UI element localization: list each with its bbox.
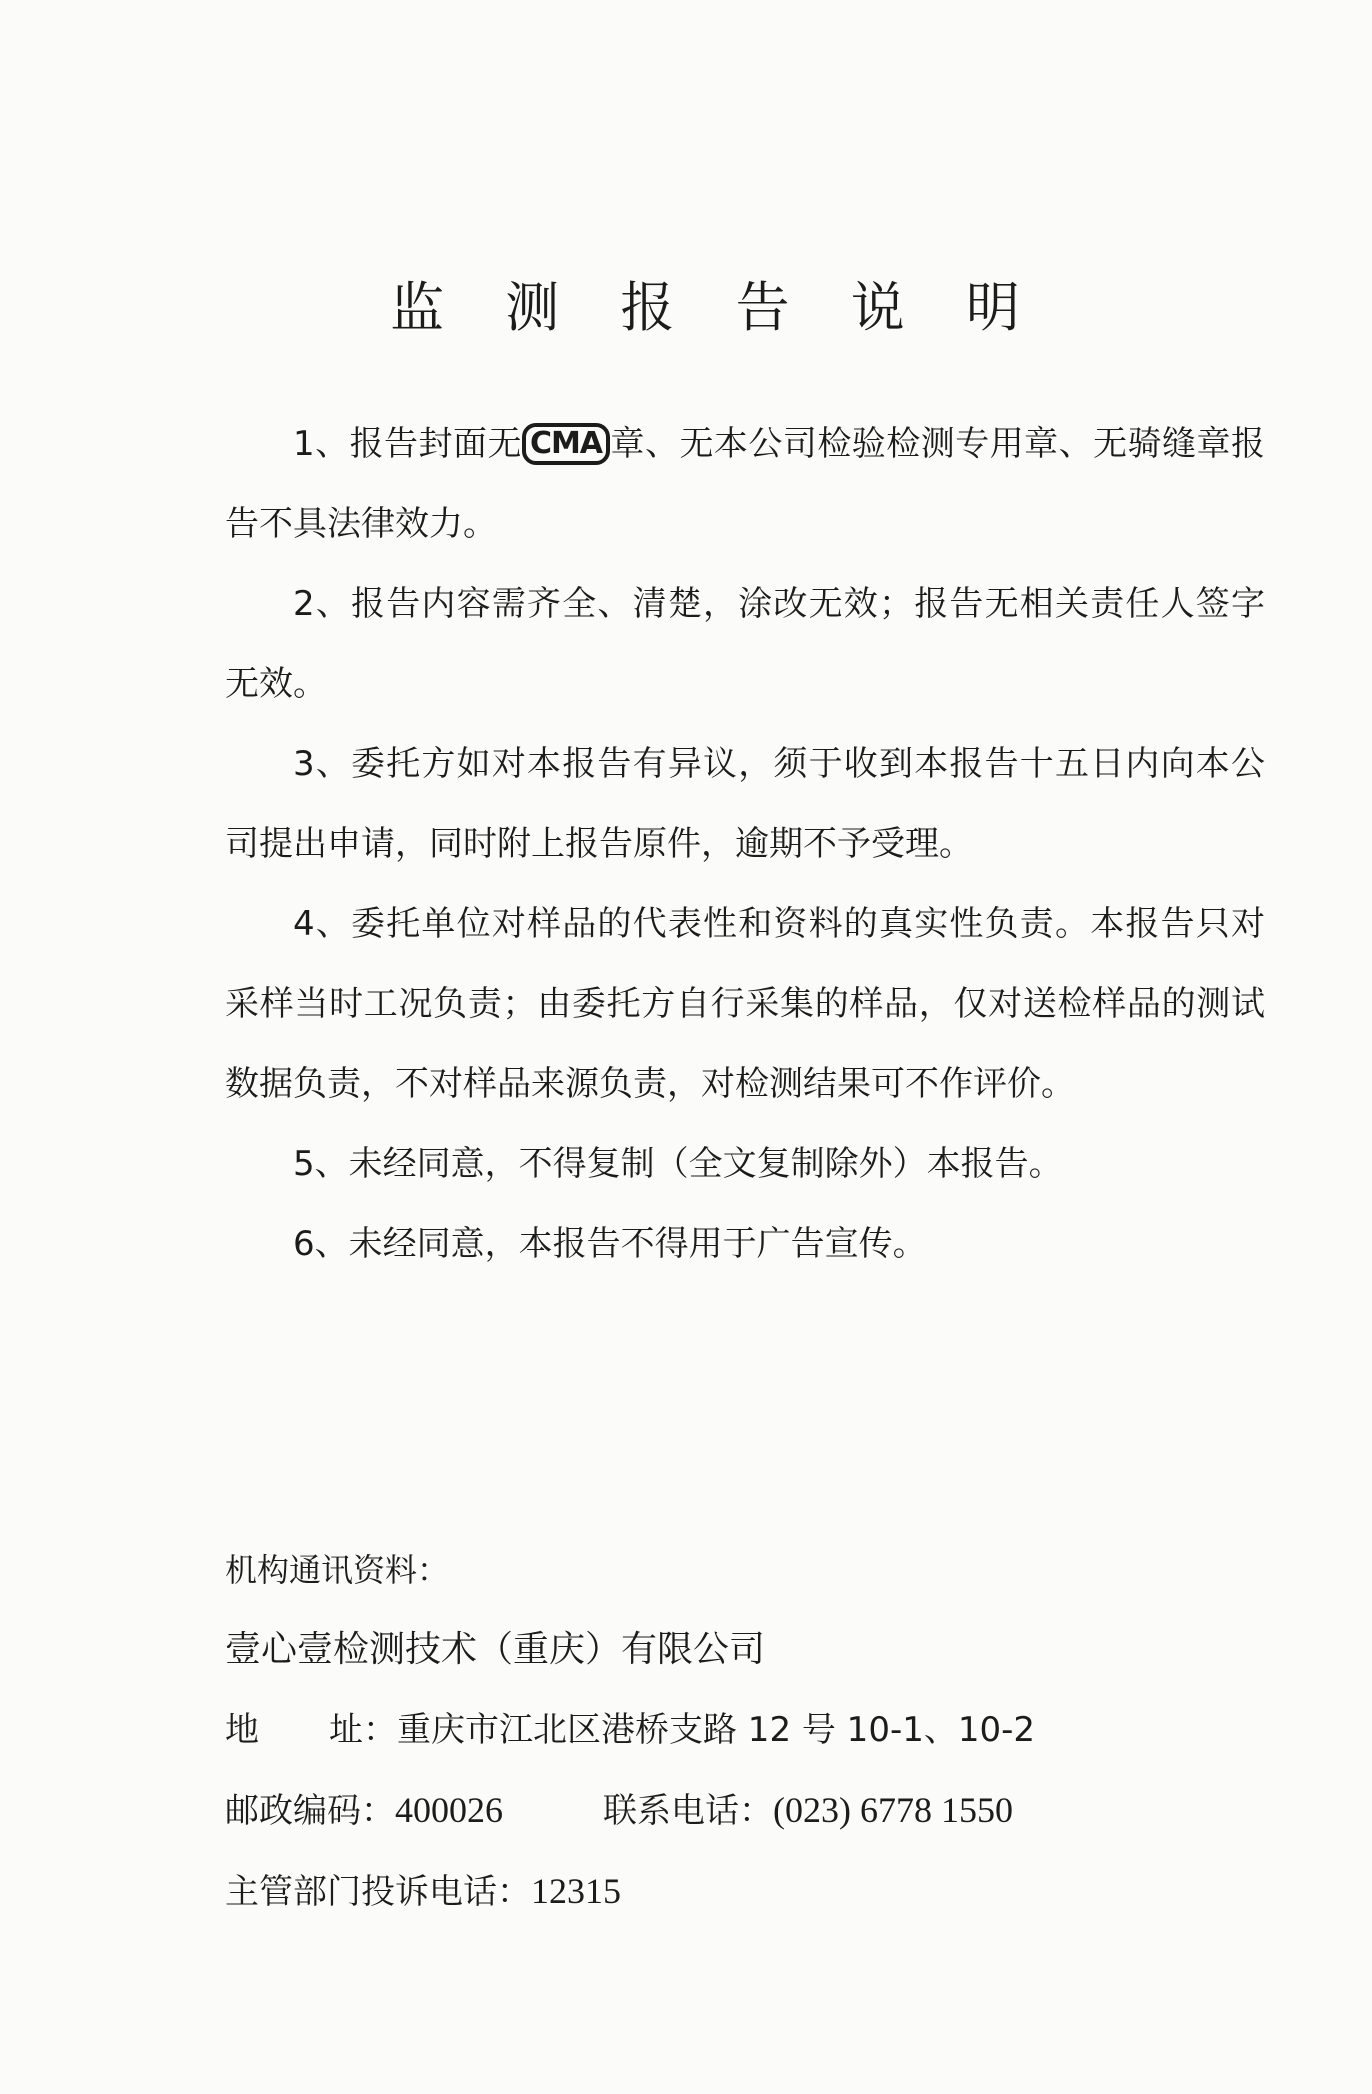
note-item-6: 6、未经同意，本报告不得用于广告宣传。 [293,1224,927,1264]
postcode-value: 400026 [395,1790,503,1830]
note-item-5: 5、未经同意，不得复制（全文复制除外）本报告。 [293,1144,1063,1184]
note-item-4: 4、委托单位对样品的代表性和资料的真实性负责。本报告只对采样当时工况负责；由委托方自行采集的样品，仅对送检样品的测试数据负责，不对样品来源负责，对检测结果可不作评价。 [225,904,1265,1104]
note-1-after-mark: 章、无本公司检验检测专用章、无骑缝章报告不具法律效力。 [225,424,1265,544]
company-name: 壹心壹检测技术（重庆）有限公司 [225,1629,766,1670]
page-title: 监 测 报 告 说 明 [390,276,1042,339]
address-label-part-2: 址： [329,1710,397,1750]
contact-info [225,1530,1265,1932]
postcode-label: 邮政编码： [225,1791,395,1831]
address-label-part-1: 地 [225,1710,259,1750]
address-line [225,1690,1265,1770]
complaint-line [225,1851,1265,1932]
phone-value: (023) 6778 1550 [773,1790,1013,1830]
notes-list [225,404,1265,1284]
phone-label: 联系电话： [603,1791,773,1831]
postcode-phone-line [225,1770,1265,1851]
address-value: 重庆市江北区港桥支路 12 号 10-1、10-2 [397,1710,1036,1750]
note-1-before-mark: 1、报告封面无 [293,424,522,464]
complaint-phone-value: 12315 [531,1871,621,1911]
note-item-1 [225,404,1265,564]
cma-mark-icon: CMA [522,423,610,465]
note-item-2: 2、报告内容需齐全、清楚，涂改无效；报告无相关责任人签字无效。 [225,584,1265,704]
contact-heading: 机构通讯资料： [225,1551,450,1589]
note-item-3: 3、委托方如对本报告有异议，须于收到本报告十五日内向本公司提出申请，同时附上报告原件，逾期不予受理。 [225,744,1265,864]
complaint-label: 主管部门投诉电话： [225,1872,531,1912]
